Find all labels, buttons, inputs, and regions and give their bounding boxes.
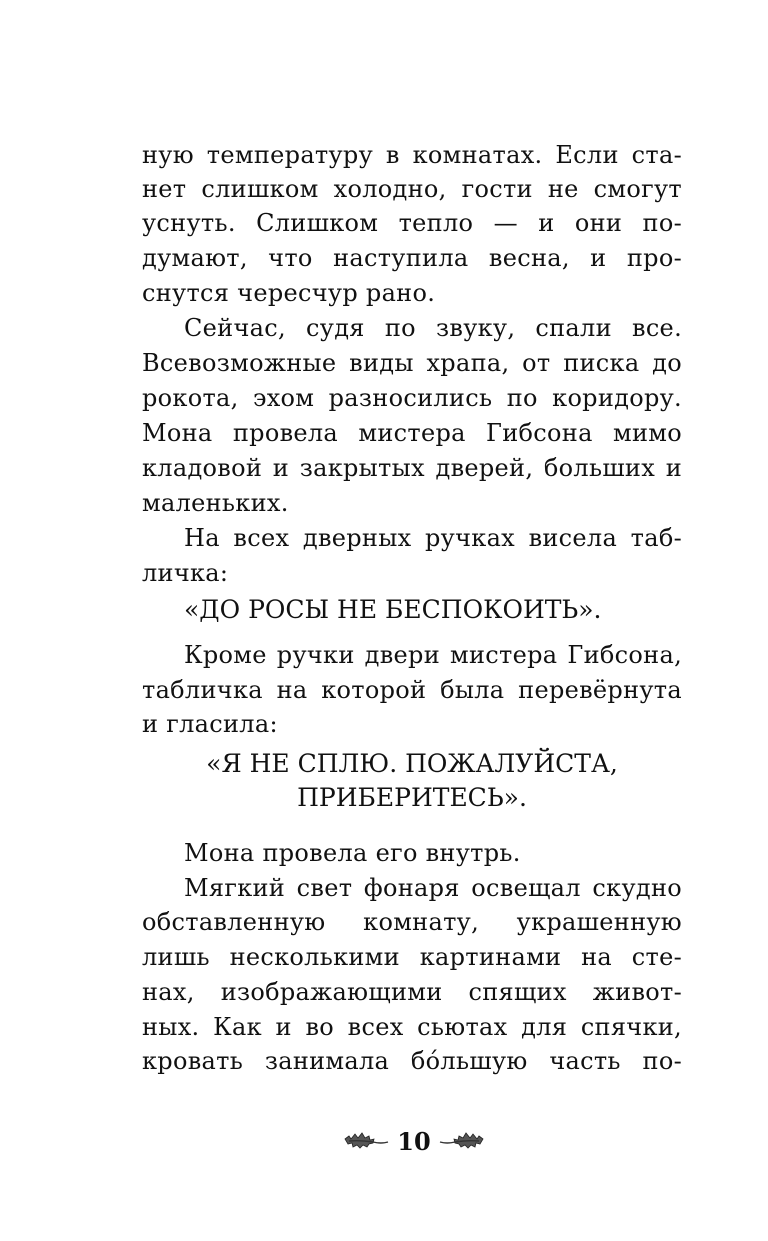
- text-line: личка:: [142, 559, 229, 587]
- text-line: нет слишком холодно, гости не смогут: [142, 175, 682, 203]
- text-line: ных. Как и во всех сьютах для спячки,: [142, 1013, 682, 1041]
- text-line: Мона провела его внутрь.: [184, 839, 521, 867]
- text-line: снутся чересчур рано.: [142, 279, 436, 307]
- text-line: лишь несколькими картинами на сте-: [142, 943, 682, 971]
- text-line: На всех дверных ручках висела таб-: [184, 524, 682, 552]
- text-line: табличка на которой была перевёрнута: [142, 676, 682, 704]
- text-line: уснуть. Слишком тепло — и они по-: [142, 209, 682, 237]
- sign-text: «ДО РОСЫ НЕ БЕСПОКОИТЬ».: [184, 595, 602, 624]
- sign-text: ПРИБЕРИТЕСЬ».: [297, 783, 527, 812]
- page-number: 10: [397, 1126, 431, 1156]
- text-line: кладовой и закрытых дверей, больших и: [142, 454, 682, 482]
- text-line: маленьких.: [142, 489, 289, 517]
- text-line: нах, изображающими спящих живот-: [142, 978, 682, 1006]
- text-line: Мягкий свет фонаря освещал скудно: [184, 874, 682, 902]
- page-number-footer: [334, 1124, 494, 1158]
- text-line: Кроме ручки двери мистера Гибсона,: [184, 641, 682, 669]
- text-line: думают, что наступила весна, и про-: [142, 244, 682, 272]
- text-line: и гласила:: [142, 710, 278, 738]
- sign-text: «Я НЕ СПЛЮ. ПОЖАЛУЙСТА,: [206, 749, 618, 778]
- holly-leaf-icon: [439, 1130, 485, 1152]
- text-line: рокота, эхом разносились по коридору.: [142, 384, 682, 412]
- text-line: Мона провела мистера Гибсона мимо: [142, 419, 682, 447]
- text-line: Сейчас, судя по звуку, спали все.: [184, 314, 682, 342]
- text-line: обставленную комнату, украшенную: [142, 908, 682, 936]
- text-line: Всевозможные виды храпа, от писка до: [142, 349, 682, 377]
- text-line: ную температуру в комнатах. Если ста-: [142, 141, 682, 169]
- text-line: кровать занимала бóльшую часть по-: [142, 1047, 682, 1075]
- holly-leaf-icon: [343, 1130, 389, 1152]
